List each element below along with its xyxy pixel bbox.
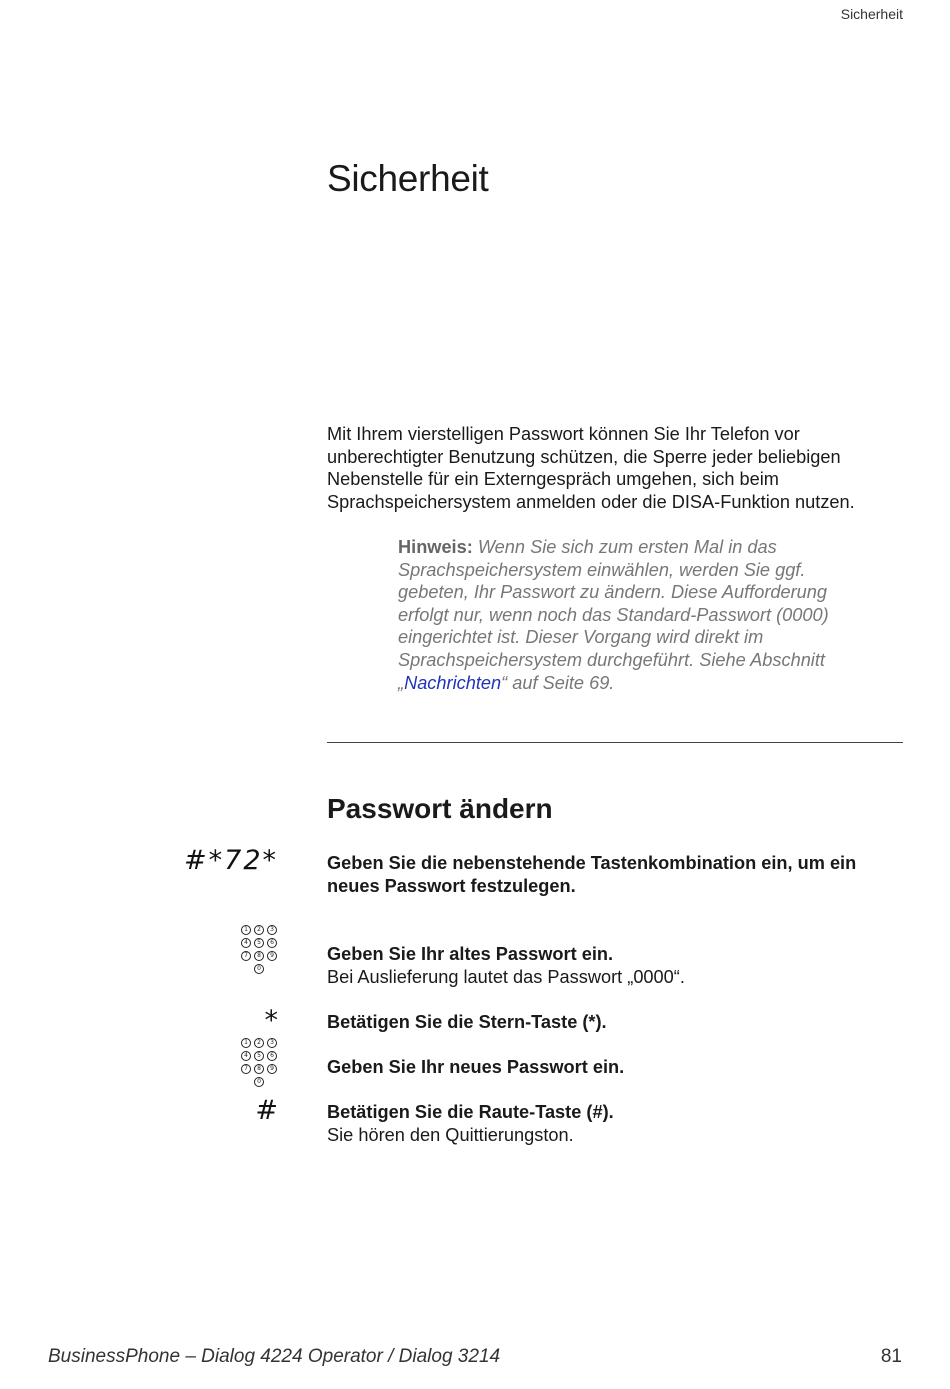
keypad-key-icon: 5 <box>254 1051 264 1061</box>
star-key-icon: * <box>264 1005 278 1036</box>
step-old-password <box>327 943 907 988</box>
keypad-key-icon: 0 <box>254 964 264 974</box>
section-divider <box>327 742 903 743</box>
step-star-key <box>327 1011 907 1034</box>
footer-title: BusinessPhone – Dialog 4224 Operator / Dialog 3214 <box>48 1346 501 1367</box>
keypad-key-icon: 2 <box>254 925 264 935</box>
note-link-close: “ auf Seite 69. <box>501 672 615 693</box>
step-new-password <box>327 1056 907 1079</box>
nachrichten-link[interactable]: Nachrichten <box>404 672 502 693</box>
key-sequence-icon: #*72* <box>184 845 278 876</box>
keypad-key-icon: 3 <box>267 925 277 935</box>
step-star-key-text: Betätigen Sie die Stern-Taste (*). <box>327 1012 607 1032</box>
page-title: Sicherheit <box>327 158 489 199</box>
step-hash-key-sub: Sie hören den Quittierungston. <box>327 1124 574 1145</box>
step-old-password-text: Geben Sie Ihr altes Passwort ein. <box>327 944 614 964</box>
intro-paragraph: Mit Ihrem vierstelligen Passwort können Sie Ihr Telefon vor unberechtigter Benutzung schützen, die Sperre jeder beliebigen Nebenstelle für ein Externgespräch umgehen, sich beim Sprachspeichersystem anmelden oder die DISA-Funktion nutzen. <box>327 424 855 512</box>
keypad-key-icon: 0 <box>254 1077 264 1087</box>
step-set-password <box>327 852 907 897</box>
keypad-icon <box>241 925 278 977</box>
note-link-open: „ <box>398 672 405 693</box>
step-new-password-text: Geben Sie Ihr neues Passwort ein. <box>327 1057 625 1077</box>
keypad-key-icon: 2 <box>254 1038 264 1048</box>
keypad-key-icon: 4 <box>241 938 251 948</box>
note-label: Hinweis: <box>398 537 473 557</box>
keypad-key-icon: 9 <box>267 1064 277 1074</box>
page-number: 81 <box>880 1346 902 1367</box>
keypad-key-icon: 6 <box>267 1051 277 1061</box>
keypad-key-icon: 5 <box>254 938 264 948</box>
running-header: Sicherheit <box>840 6 903 22</box>
keypad-key-icon: 9 <box>267 951 277 961</box>
keypad-icon <box>241 1038 278 1090</box>
keypad-key-icon: 8 <box>254 1064 264 1074</box>
hash-key-icon: # <box>255 1095 278 1126</box>
keypad-key-icon: 1 <box>241 1038 251 1048</box>
step-old-password-sub: Bei Auslieferung lautet das Passwort „0000“. <box>327 966 685 987</box>
keypad-key-icon: 8 <box>254 951 264 961</box>
keypad-key-icon: 1 <box>241 925 251 935</box>
section-title: Passwort ändern <box>327 793 553 824</box>
keypad-key-icon: 3 <box>267 1038 277 1048</box>
step-hash-key-text: Betätigen Sie die Raute-Taste (#). <box>327 1102 614 1122</box>
keypad-key-icon: 7 <box>241 1064 251 1074</box>
keypad-key-icon: 7 <box>241 951 251 961</box>
step-hash-key <box>327 1101 907 1146</box>
keypad-key-icon: 4 <box>241 1051 251 1061</box>
step-set-password-text: Geben Sie die nebenstehende Tastenkombination ein, um ein neues Passwort festzulegen. <box>327 853 857 896</box>
note-paragraph <box>398 536 868 694</box>
keypad-key-icon: 6 <box>267 938 277 948</box>
note-text: Wenn Sie sich zum ersten Mal in das Sprachspeichersystem einwählen, werden Sie ggf. gebeten, Ihr Passwort zu ändern. Diese Aufforderung erfolgt nur, wenn noch das Standard-Passwort (0000) eingerichtet ist. Dieser Vorgang wird direkt im Sprachspeichersystem durchgeführt. Siehe Abschnitt <box>398 537 829 670</box>
